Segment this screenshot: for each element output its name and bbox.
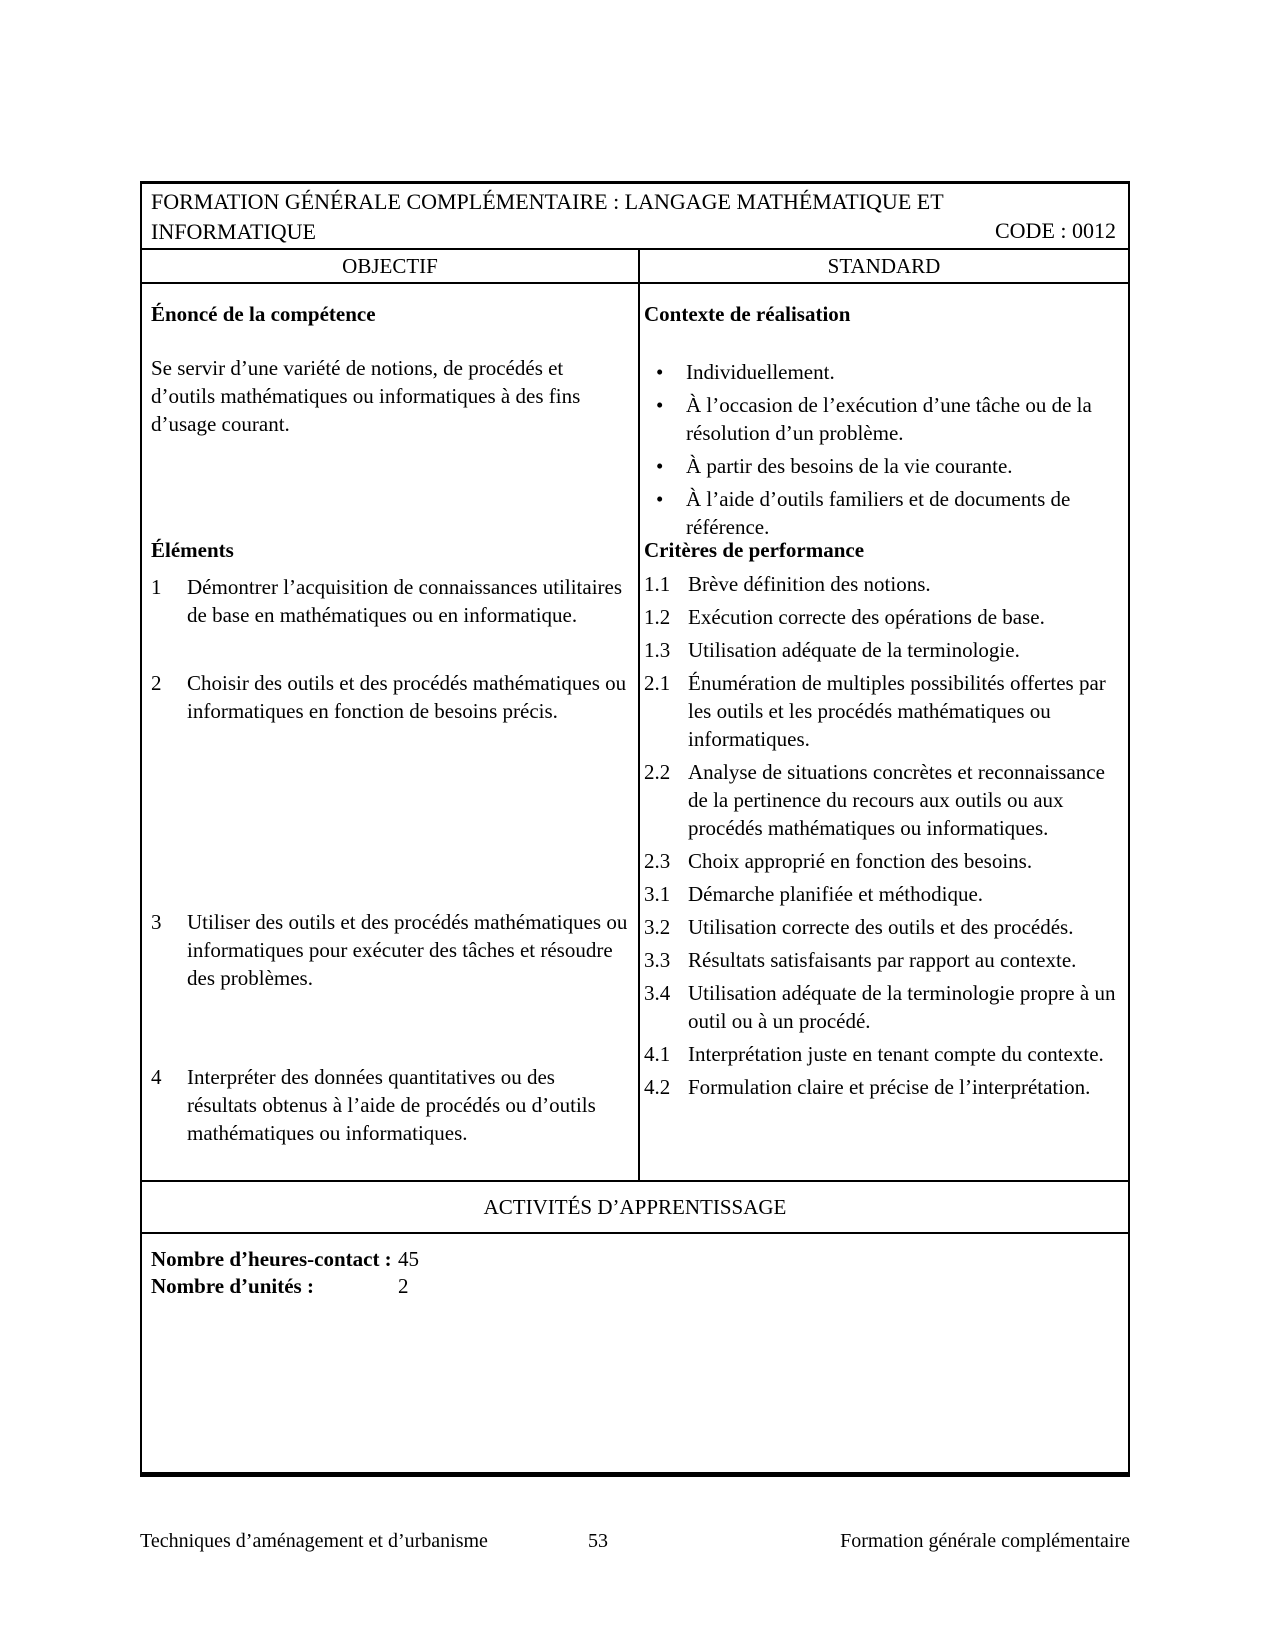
element-item	[151, 573, 629, 629]
critere-number: 4.1	[644, 1042, 671, 1066]
element-text: Interpréter des données quantitatives ou des résultats obtenus à l’aide de procédés ou d’outils mathématiques ou informatiques.	[187, 1065, 596, 1145]
critere-number: 2.2	[644, 760, 671, 784]
title-row	[142, 184, 1128, 248]
critere-number: 2.1	[644, 671, 671, 695]
critere-text: Exécution correcte des opérations de base.	[688, 605, 1045, 629]
critere-number: 4.2	[644, 1075, 671, 1099]
enonce-text: Se servir d’une variété de notions, de procédés et d’outils mathématiques ou informatiques à des fins d’usage courant.	[151, 356, 581, 436]
hours-line	[151, 1246, 1128, 1273]
element-item	[151, 1063, 629, 1147]
critere-text: Énumération de multiples possibilités offertes par les outils et les procédés mathématiques ou informatiques.	[688, 671, 1106, 751]
critere-text: Interprétation juste en tenant compte du contexte.	[688, 1042, 1104, 1066]
element-number: 2	[151, 671, 162, 695]
critere-number: 3.4	[644, 981, 671, 1005]
critere-item	[644, 979, 1126, 1035]
units-value: 2	[398, 1274, 409, 1298]
element-item	[151, 669, 629, 725]
element-number: 4	[151, 1065, 162, 1089]
document-title-line2: INFORMATIQUE	[151, 219, 316, 244]
critere-number: 1.3	[644, 638, 671, 662]
critere-text: Choix approprié en fonction des besoins.	[688, 849, 1033, 873]
critere-number: 2.3	[644, 849, 671, 873]
contexte-item	[644, 391, 1116, 447]
details-row	[142, 1232, 1128, 1472]
activities-row	[142, 1180, 1128, 1232]
bullet-icon: •	[656, 487, 664, 511]
criteres-list	[644, 570, 1126, 1106]
critere-item	[644, 913, 1126, 941]
contexte-heading: Contexte de réalisation	[644, 302, 851, 326]
critere-item	[644, 880, 1126, 908]
critere-text: Résultats satisfaisants par rapport au contexte.	[688, 948, 1077, 972]
contexte-text: Individuellement.	[686, 360, 835, 384]
standard-cell	[640, 284, 1128, 1180]
column-header-row	[142, 248, 1128, 282]
content-row	[142, 282, 1128, 1180]
hours-label: Nombre d’heures-contact :	[151, 1247, 392, 1271]
critere-number: 3.3	[644, 948, 671, 972]
critere-text: Utilisation correcte des outils et des procédés.	[688, 915, 1074, 939]
contexte-text: À partir des besoins de la vie courante.	[686, 454, 1013, 478]
critere-item	[644, 570, 1126, 598]
critere-item	[644, 1073, 1126, 1101]
bullet-icon: •	[656, 454, 664, 478]
bullet-icon: •	[656, 393, 664, 417]
competency-table	[140, 181, 1130, 1477]
element-number: 1	[151, 575, 162, 599]
activities-heading: ACTIVITÉS D’APPRENTISSAGE	[483, 1194, 787, 1219]
contexte-list	[644, 358, 1116, 546]
objectif-cell	[142, 284, 640, 1180]
critere-number: 3.1	[644, 882, 671, 906]
elements-heading: Éléments	[151, 538, 234, 562]
page-footer	[140, 1528, 1130, 1558]
critere-item	[644, 946, 1126, 974]
footer-section: Formation générale complémentaire	[840, 1530, 1130, 1552]
units-label: Nombre d’unités :	[151, 1274, 314, 1298]
element-text: Choisir des outils et des procédés mathématiques ou informatiques en fonction de besoins précis.	[187, 671, 627, 723]
document-title-line1: FORMATION GÉNÉRALE COMPLÉMENTAIRE : LANGAGE MATHÉMATIQUE ET	[151, 189, 944, 214]
critere-text: Formulation claire et précise de l’interprétation.	[688, 1075, 1091, 1099]
critere-item	[644, 669, 1126, 753]
critere-text: Utilisation adéquate de la terminologie propre à un outil ou à un procédé.	[688, 981, 1116, 1033]
critere-item	[644, 603, 1126, 631]
footer-page-number: 53	[588, 1530, 608, 1552]
critere-number: 3.2	[644, 915, 671, 939]
element-text: Démontrer l’acquisition de connaissances utilitaires de base en mathématiques ou en informatique.	[187, 575, 623, 627]
contexte-item	[644, 452, 1116, 480]
contexte-text: À l’occasion de l’exécution d’une tâche ou de la résolution d’un problème.	[686, 393, 1092, 445]
critere-item	[644, 1040, 1126, 1068]
critere-item	[644, 758, 1126, 842]
element-number: 3	[151, 910, 162, 934]
critere-text: Utilisation adéquate de la terminologie.	[688, 638, 1020, 662]
critere-text: Démarche planifiée et méthodique.	[688, 882, 984, 906]
critere-item	[644, 847, 1126, 875]
critere-number: 1.2	[644, 605, 671, 629]
element-text: Utiliser des outils et des procédés mathématiques ou informatiques pour exécuter des tâches et résoudre des problèmes.	[187, 910, 628, 990]
criteres-heading: Critères de performance	[644, 538, 865, 562]
column-header-standard: STANDARD	[827, 253, 941, 278]
column-header-objectif: OBJECTIF	[142, 250, 640, 282]
critere-number: 1.1	[644, 572, 671, 596]
critere-text: Brève définition des notions.	[688, 572, 931, 596]
course-code: CODE : 0012	[995, 218, 1116, 243]
critere-item	[644, 636, 1126, 664]
units-line	[151, 1273, 1128, 1300]
contexte-item	[644, 485, 1116, 541]
contexte-item	[644, 358, 1116, 386]
bullet-icon: •	[656, 360, 664, 384]
hours-value: 45	[398, 1247, 419, 1271]
footer-program: Techniques d’aménagement et d’urbanisme	[140, 1530, 488, 1552]
enonce-heading: Énoncé de la compétence	[151, 302, 376, 326]
contexte-text: À l’aide d’outils familiers et de documents de référence.	[686, 487, 1071, 539]
element-item	[151, 908, 629, 992]
critere-text: Analyse de situations concrètes et reconnaissance de la pertinence du recours aux outils ou aux procédés mathématiques ou informatiques.	[688, 760, 1105, 840]
